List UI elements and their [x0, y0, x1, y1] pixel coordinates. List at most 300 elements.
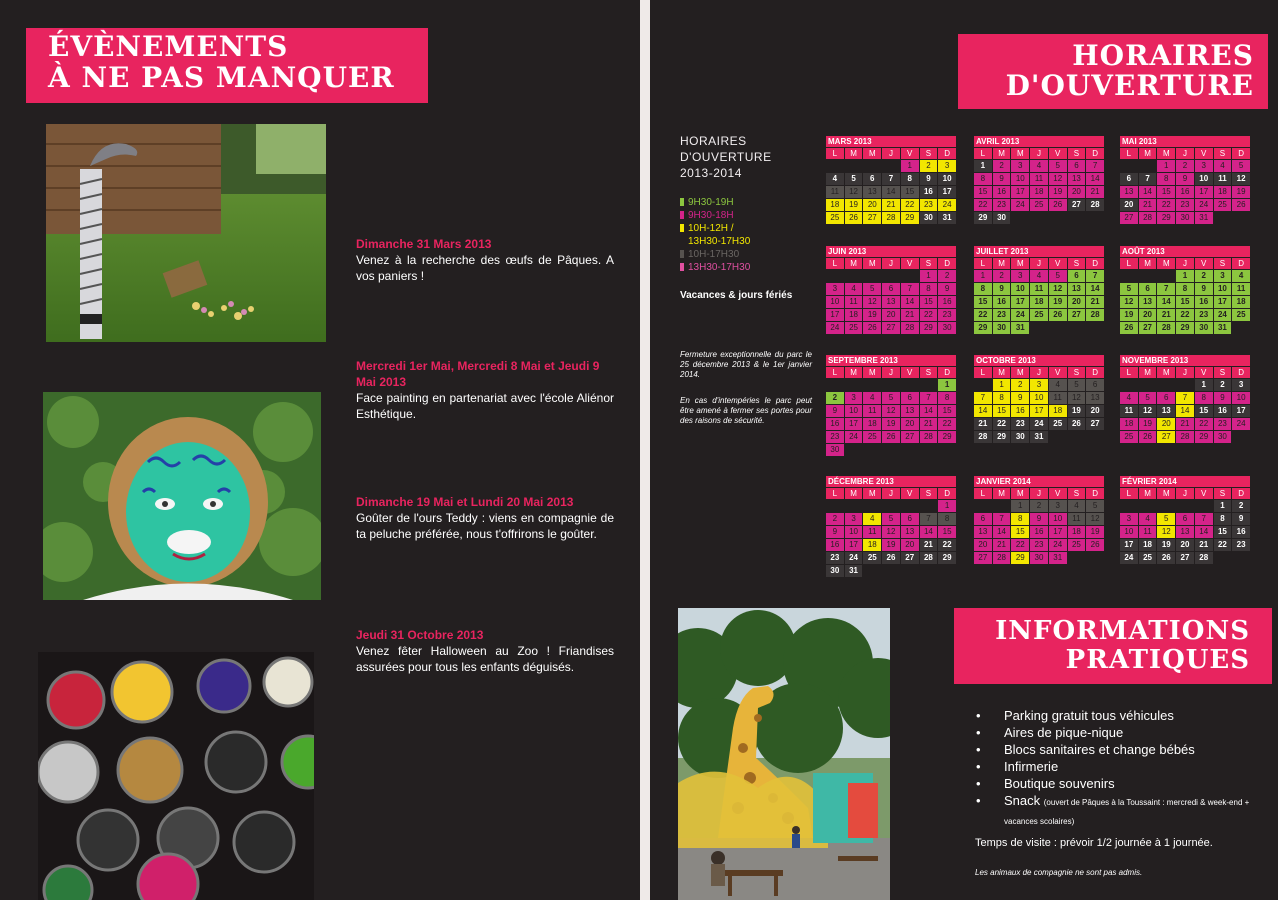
day-cell: [863, 379, 881, 391]
day-cell: [1176, 500, 1194, 512]
day-header: L: [826, 148, 844, 159]
day-cell: 25: [1214, 199, 1232, 211]
day-cell: [845, 444, 863, 456]
day-cell: 28: [1176, 431, 1194, 443]
day-cell: 26: [882, 431, 900, 443]
event-teddy-date: Dimanche 19 Mai et Lundi 20 Mai 2013: [356, 495, 574, 509]
day-cell: [863, 500, 881, 512]
bouncy-giraffe-photo: [678, 608, 890, 900]
event-easter: [356, 236, 614, 284]
day-cell: [1157, 500, 1175, 512]
day-header: S: [1214, 148, 1232, 159]
day-cell: 30: [826, 565, 844, 577]
day-cell: 22: [938, 539, 956, 551]
day-cell: 7: [974, 392, 992, 404]
day-header: L: [826, 488, 844, 499]
day-header: V: [1049, 148, 1067, 159]
day-cell: 14: [1195, 526, 1213, 538]
day-cell: 26: [882, 552, 900, 564]
day-cell: 14: [920, 526, 938, 538]
day-cell: [826, 160, 844, 172]
day-header: J: [1030, 258, 1048, 269]
day-cell: 4: [1120, 392, 1138, 404]
day-header: S: [1214, 367, 1232, 378]
day-header: V: [1195, 258, 1213, 269]
day-cell: [1086, 212, 1104, 224]
day-cell: 31: [1214, 322, 1232, 334]
day-cell: [1120, 270, 1138, 282]
day-cell: 4: [863, 392, 881, 404]
month-grid: [974, 258, 1104, 334]
day-cell: 31: [938, 212, 956, 224]
day-cell: 13: [1176, 526, 1194, 538]
day-header: S: [920, 258, 938, 269]
month-calendar: [974, 476, 1104, 564]
day-cell: 12: [1086, 513, 1104, 525]
day-cell: 22: [920, 309, 938, 321]
legend-label: 9H30-18H: [688, 210, 734, 221]
day-cell: 31: [1195, 212, 1213, 224]
day-cell: 3: [845, 513, 863, 525]
day-cell: 16: [993, 296, 1011, 308]
day-cell: 12: [1139, 405, 1157, 417]
day-header: L: [1120, 258, 1138, 269]
day-cell: [1086, 552, 1104, 564]
day-cell: 28: [901, 322, 919, 334]
day-cell: [1068, 212, 1086, 224]
day-cell: 21: [1086, 186, 1104, 198]
day-header: J: [882, 488, 900, 499]
day-cell: 6: [1157, 392, 1175, 404]
day-cell: 6: [1068, 270, 1086, 282]
day-cell: 8: [901, 173, 919, 185]
day-cell: 25: [1232, 309, 1250, 321]
day-cell: 11: [826, 186, 844, 198]
day-cell: [1120, 379, 1138, 391]
day-cell: 25: [863, 552, 881, 564]
day-header: D: [1086, 148, 1104, 159]
day-cell: 26: [1086, 539, 1104, 551]
day-header: V: [1049, 488, 1067, 499]
day-header: M: [863, 258, 881, 269]
day-cell: 25: [1120, 431, 1138, 443]
day-header: D: [1232, 488, 1250, 499]
month-calendar: [1120, 355, 1250, 443]
day-header: L: [1120, 488, 1138, 499]
day-cell: 12: [882, 405, 900, 417]
day-cell: 2: [938, 270, 956, 282]
day-cell: [1030, 212, 1048, 224]
day-cell: 21: [920, 418, 938, 430]
month-title: DÉCEMBRE 2013: [826, 476, 956, 487]
day-cell: 5: [1068, 379, 1086, 391]
day-cell: [1086, 322, 1104, 334]
day-cell: 5: [1086, 500, 1104, 512]
day-cell: 10: [1195, 173, 1213, 185]
day-header: J: [882, 148, 900, 159]
info-item-label: Parking gratuit tous véhicules: [1004, 708, 1174, 723]
day-cell: 9: [1011, 392, 1029, 404]
events-banner: [26, 28, 428, 103]
day-cell: 1: [993, 379, 1011, 391]
day-cell: 17: [1214, 296, 1232, 308]
paint-pots-photo: [38, 652, 314, 900]
day-cell: 29: [1011, 552, 1029, 564]
legend-item: [680, 209, 768, 222]
day-cell: 8: [938, 392, 956, 404]
day-header: D: [1086, 367, 1104, 378]
day-cell: [1139, 270, 1157, 282]
day-cell: 7: [920, 392, 938, 404]
day-cell: 7: [1086, 160, 1104, 172]
day-cell: 14: [920, 405, 938, 417]
day-header: S: [1068, 148, 1086, 159]
day-cell: 17: [1011, 296, 1029, 308]
day-cell: 23: [993, 199, 1011, 211]
day-cell: 11: [1030, 173, 1048, 185]
day-cell: 26: [1068, 418, 1086, 430]
day-cell: 28: [993, 552, 1011, 564]
month-title: OCTOBRE 2013: [974, 355, 1104, 366]
day-cell: 6: [1176, 513, 1194, 525]
day-cell: 1: [974, 160, 992, 172]
day-cell: [1049, 212, 1067, 224]
day-cell: 30: [826, 444, 844, 456]
day-cell: 1: [1176, 270, 1194, 282]
month-grid: [974, 367, 1104, 443]
day-cell: 15: [1011, 526, 1029, 538]
closure-note: Fermeture exceptionnelle du parc le 25 décembre 2013 & le 1er janvier 2014.: [680, 350, 812, 379]
day-cell: 22: [974, 309, 992, 321]
month-grid: [826, 488, 956, 577]
day-cell: 21: [1195, 539, 1213, 551]
weather-note: En cas d'intempéries le parc peut être amené à fermer ses portes pour des raisons de sécurité.: [680, 396, 812, 425]
day-cell: 14: [974, 405, 992, 417]
day-cell: 9: [1030, 513, 1048, 525]
event-halloween: [356, 627, 614, 675]
day-cell: [1139, 160, 1157, 172]
day-cell: 18: [1120, 418, 1138, 430]
month-calendar: [826, 476, 956, 577]
day-cell: 19: [1049, 296, 1067, 308]
day-cell: 13: [1086, 392, 1104, 404]
day-cell: 27: [1120, 212, 1138, 224]
day-cell: 16: [1030, 526, 1048, 538]
day-cell: 3: [1120, 513, 1138, 525]
day-cell: [845, 270, 863, 282]
day-header: V: [901, 367, 919, 378]
day-cell: 14: [882, 186, 900, 198]
day-cell: 25: [826, 212, 844, 224]
legend-label: 10H-12H / 13H30-17H30: [688, 223, 751, 247]
day-header: V: [901, 258, 919, 269]
day-cell: 1: [1195, 379, 1213, 391]
day-cell: 15: [1195, 405, 1213, 417]
day-cell: 16: [1195, 296, 1213, 308]
day-cell: 12: [1068, 392, 1086, 404]
day-cell: 5: [845, 173, 863, 185]
legend-label: 13H30-17H30: [688, 262, 751, 273]
day-cell: 26: [1157, 552, 1175, 564]
day-cell: 23: [1195, 309, 1213, 321]
day-cell: 17: [938, 186, 956, 198]
day-cell: 28: [920, 552, 938, 564]
day-cell: 10: [1011, 283, 1029, 295]
day-cell: 27: [1139, 322, 1157, 334]
day-cell: 20: [901, 539, 919, 551]
day-cell: 12: [1049, 283, 1067, 295]
day-cell: 19: [1068, 405, 1086, 417]
pets-notice: Les animaux de compagnie ne sont pas admis.: [975, 868, 1143, 877]
day-cell: 16: [993, 186, 1011, 198]
day-cell: 13: [882, 296, 900, 308]
legend-item: [680, 196, 768, 209]
info-item-label: Aires de pique-nique: [1004, 725, 1124, 740]
month-title: AVRIL 2013: [974, 136, 1104, 147]
day-cell: [1068, 431, 1086, 443]
day-cell: [901, 270, 919, 282]
day-cell: 22: [1214, 539, 1232, 551]
face-painting-photo: [43, 392, 321, 600]
day-cell: 13: [901, 405, 919, 417]
day-cell: 23: [1232, 539, 1250, 551]
day-cell: 24: [845, 552, 863, 564]
legend-item: [680, 261, 768, 274]
day-header: L: [974, 148, 992, 159]
day-cell: 11: [1139, 526, 1157, 538]
day-cell: 30: [1195, 322, 1213, 334]
day-cell: 23: [826, 431, 844, 443]
day-header: M: [1011, 367, 1029, 378]
day-header: S: [1214, 488, 1232, 499]
day-cell: 16: [920, 186, 938, 198]
day-cell: 23: [1030, 539, 1048, 551]
day-cell: 28: [1086, 309, 1104, 321]
day-cell: 17: [1232, 405, 1250, 417]
day-cell: [826, 500, 844, 512]
day-cell: 9: [993, 173, 1011, 185]
day-cell: 11: [1068, 513, 1086, 525]
event-teddy-desc: Goûter de l'ours Teddy : viens en compagnie de ta peluche préférée, nous t'offrirons le goûter.: [356, 511, 614, 541]
day-cell: 20: [1086, 405, 1104, 417]
day-cell: 10: [1011, 173, 1029, 185]
day-cell: 15: [993, 405, 1011, 417]
day-cell: 31: [1030, 431, 1048, 443]
day-cell: [845, 379, 863, 391]
day-cell: 3: [1195, 160, 1213, 172]
day-header: M: [845, 488, 863, 499]
day-cell: 26: [863, 322, 881, 334]
day-cell: 7: [901, 283, 919, 295]
day-cell: 29: [1157, 212, 1175, 224]
day-cell: [826, 270, 844, 282]
day-header: V: [1049, 367, 1067, 378]
month-grid: [1120, 367, 1250, 443]
day-cell: 4: [863, 513, 881, 525]
day-cell: 18: [826, 199, 844, 211]
day-cell: 27: [1176, 552, 1194, 564]
month-title: FÉVRIER 2014: [1120, 476, 1250, 487]
month-grid: [1120, 148, 1250, 224]
day-cell: 18: [1139, 539, 1157, 551]
day-cell: 2: [1176, 160, 1194, 172]
day-cell: 25: [1030, 199, 1048, 211]
day-cell: 10: [1232, 392, 1250, 404]
day-cell: [920, 565, 938, 577]
month-title: JUILLET 2013: [974, 246, 1104, 257]
day-cell: [1030, 322, 1048, 334]
day-cell: [1086, 431, 1104, 443]
day-cell: 18: [1049, 405, 1067, 417]
day-cell: [1232, 431, 1250, 443]
day-cell: 5: [882, 513, 900, 525]
day-cell: 4: [845, 283, 863, 295]
day-cell: 18: [1030, 296, 1048, 308]
day-cell: [1120, 500, 1138, 512]
day-cell: 21: [1086, 296, 1104, 308]
info-banner-line1: INFORMATIONS: [995, 616, 1250, 646]
day-cell: 19: [845, 199, 863, 211]
day-header: M: [1011, 488, 1029, 499]
day-cell: 2: [993, 160, 1011, 172]
info-list: [976, 707, 1278, 830]
day-cell: 3: [938, 160, 956, 172]
day-cell: [882, 160, 900, 172]
day-cell: 10: [1214, 283, 1232, 295]
legend-swatch: [680, 263, 684, 271]
day-cell: 26: [1049, 199, 1067, 211]
day-cell: 3: [1214, 270, 1232, 282]
day-cell: [845, 160, 863, 172]
day-cell: 30: [1011, 431, 1029, 443]
day-cell: 17: [1120, 539, 1138, 551]
day-cell: 13: [1120, 186, 1138, 198]
day-header: V: [1195, 148, 1213, 159]
day-cell: 27: [1068, 199, 1086, 211]
day-cell: 20: [882, 309, 900, 321]
day-cell: [938, 444, 956, 456]
day-cell: 11: [863, 526, 881, 538]
day-header: L: [974, 488, 992, 499]
day-cell: 28: [1195, 552, 1213, 564]
day-cell: 22: [1011, 539, 1029, 551]
month-grid: [1120, 488, 1250, 564]
day-cell: 27: [1157, 431, 1175, 443]
day-cell: 2: [1195, 270, 1213, 282]
day-cell: 24: [938, 199, 956, 211]
day-cell: 30: [938, 322, 956, 334]
events-banner-line1: ÉVÈNEMENTS: [48, 30, 289, 63]
day-cell: 28: [882, 212, 900, 224]
day-cell: 27: [901, 431, 919, 443]
day-cell: [920, 500, 938, 512]
day-cell: [1139, 500, 1157, 512]
info-item-toilets: [976, 741, 1278, 758]
day-cell: 23: [920, 199, 938, 211]
day-cell: 2: [1232, 500, 1250, 512]
day-header: M: [1139, 367, 1157, 378]
day-cell: [1049, 322, 1067, 334]
day-cell: 20: [1157, 418, 1175, 430]
day-cell: 13: [1157, 405, 1175, 417]
day-cell: 10: [1120, 526, 1138, 538]
day-cell: 8: [938, 513, 956, 525]
day-header: L: [826, 258, 844, 269]
day-cell: 29: [938, 552, 956, 564]
day-cell: 24: [1120, 552, 1138, 564]
day-cell: 3: [1011, 160, 1029, 172]
day-cell: 15: [920, 296, 938, 308]
day-cell: 20: [1176, 539, 1194, 551]
info-item-label: Boutique souvenirs: [1004, 776, 1115, 791]
day-cell: [845, 500, 863, 512]
hours-title-line3: 2013-2014: [680, 166, 742, 180]
day-cell: 15: [974, 296, 992, 308]
day-cell: 9: [920, 173, 938, 185]
day-cell: 15: [1176, 296, 1194, 308]
day-cell: 19: [1157, 539, 1175, 551]
day-cell: 29: [1195, 431, 1213, 443]
day-cell: [1214, 552, 1232, 564]
month-title: SEPTEMBRE 2013: [826, 355, 956, 366]
event-face-painting: [356, 358, 614, 422]
day-cell: [1157, 379, 1175, 391]
day-header: S: [920, 488, 938, 499]
snack-note: (ouvert de Pâques à la Toussaint : mercredi & week-end + vacances scolaires): [1004, 798, 1250, 826]
month-calendar: [826, 246, 956, 334]
day-cell: 2: [993, 270, 1011, 282]
day-cell: 22: [974, 199, 992, 211]
day-cell: 16: [1011, 405, 1029, 417]
day-cell: 21: [1157, 309, 1175, 321]
day-cell: 11: [845, 296, 863, 308]
day-cell: [901, 379, 919, 391]
day-cell: 14: [1139, 186, 1157, 198]
month-title: MARS 2013: [826, 136, 956, 147]
day-cell: 9: [993, 283, 1011, 295]
day-cell: 11: [1214, 173, 1232, 185]
day-cell: 1: [974, 270, 992, 282]
day-header: M: [1157, 367, 1175, 378]
day-cell: 6: [1086, 379, 1104, 391]
day-header: D: [1232, 258, 1250, 269]
legend-item: [680, 248, 768, 261]
legend-swatch: [680, 224, 684, 232]
day-cell: 12: [845, 186, 863, 198]
day-cell: [882, 270, 900, 282]
day-cell: 21: [993, 539, 1011, 551]
day-cell: 9: [826, 405, 844, 417]
legend-label: 10H-17H30: [688, 249, 740, 260]
day-cell: 5: [1157, 513, 1175, 525]
day-header: J: [882, 258, 900, 269]
info-item-snack: [976, 792, 1278, 830]
day-cell: 7: [993, 513, 1011, 525]
day-cell: 31: [1049, 552, 1067, 564]
day-cell: 13: [863, 186, 881, 198]
day-cell: [826, 379, 844, 391]
day-cell: 7: [1139, 173, 1157, 185]
day-cell: 9: [1214, 392, 1232, 404]
day-cell: 29: [974, 322, 992, 334]
day-cell: [920, 379, 938, 391]
day-cell: 10: [938, 173, 956, 185]
day-cell: 18: [1232, 296, 1250, 308]
day-header: D: [1086, 488, 1104, 499]
day-header: M: [993, 367, 1011, 378]
day-header: L: [974, 258, 992, 269]
day-cell: 19: [1120, 309, 1138, 321]
